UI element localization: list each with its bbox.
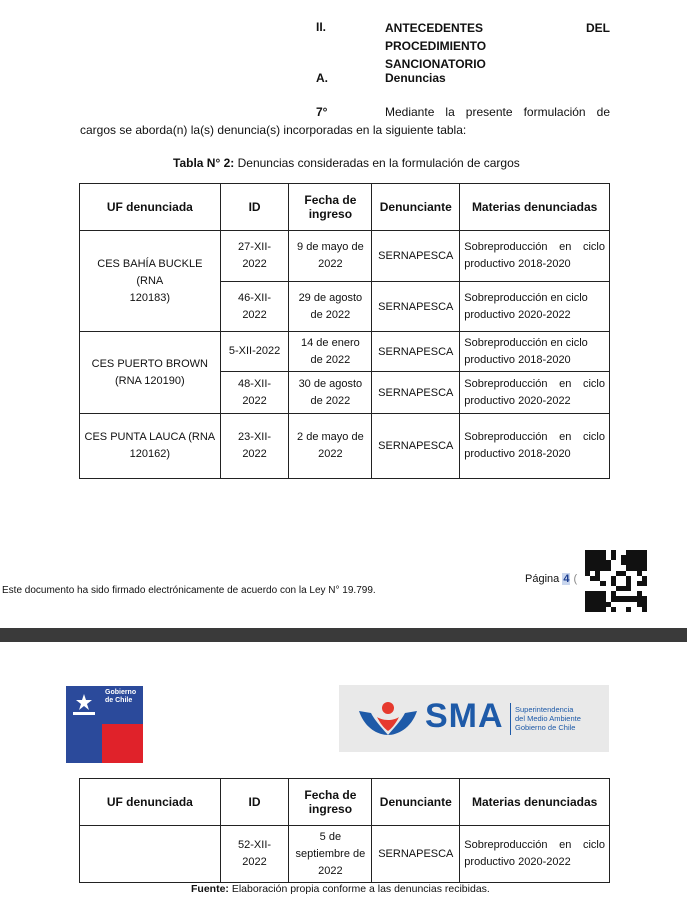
fecha-cell xyxy=(289,282,372,332)
denunciante-cell: SERNAPESCA xyxy=(372,372,460,414)
materia-line2: productivo 2018-2020 xyxy=(464,258,571,270)
denunciante-cell: SERNAPESCA xyxy=(372,282,460,332)
logo-red-block xyxy=(102,724,143,763)
materia-line1: Sobreproducción en ciclo xyxy=(464,839,605,851)
materia-cell xyxy=(460,826,610,883)
header-denunciante: Denunciante xyxy=(372,779,460,826)
gob-line2: de Chile xyxy=(105,697,133,704)
id-line1: 46-XII- xyxy=(238,291,272,304)
fecha-cell xyxy=(289,414,372,479)
page-label: Página xyxy=(525,573,560,585)
sma-figure-icon xyxy=(357,701,419,739)
qr-code-icon xyxy=(585,550,647,612)
table-caption-text: Denuncias consideradas en la formulación de cargos xyxy=(234,156,520,170)
denunciante-cell: SERNAPESCA xyxy=(372,826,460,883)
subsection-title: Denuncias xyxy=(385,71,446,85)
id-cell xyxy=(220,826,289,883)
id-line1: 52-XII- xyxy=(238,839,272,851)
table-row xyxy=(80,332,610,372)
fecha-line2: de 2022 xyxy=(310,353,351,366)
id-cell xyxy=(220,414,289,479)
gobierno-de-chile-logo xyxy=(66,686,143,763)
paragraph-line1: Mediante la presente formulación de xyxy=(385,105,610,119)
id-line2: 2022 xyxy=(242,394,267,407)
sma-subtitle xyxy=(515,705,581,732)
id-cell xyxy=(220,332,289,372)
materia-line1: Sobreproducción en ciclo xyxy=(464,241,605,253)
id-line2: 2022 xyxy=(242,448,267,460)
header-fecha-l1: Fecha de xyxy=(304,193,357,207)
materia-cell xyxy=(460,414,610,479)
document-page-2 xyxy=(0,642,687,897)
sma-line1: Superintendencia xyxy=(515,705,574,714)
fecha-line2: de 2022 xyxy=(310,394,351,407)
fecha-line2: 2022 xyxy=(318,448,343,460)
fecha-line2: 2022 xyxy=(318,258,343,270)
sma-divider xyxy=(510,703,511,735)
fecha-line2: de 2022 xyxy=(310,308,351,321)
fecha-line1: 29 de agosto xyxy=(298,291,363,304)
paragraph-number: 7° xyxy=(316,105,328,119)
fecha-line1: 5 de xyxy=(319,830,342,843)
header-fecha xyxy=(289,779,372,826)
uf-cell xyxy=(80,231,221,332)
id-line1: 5-XII-2022 xyxy=(228,345,281,357)
signature-note: Este documento ha sido firmado electrónicamente de acuerdo con la Ley N° 19.799. xyxy=(2,585,376,596)
id-line2: 2022 xyxy=(242,308,267,321)
section-title xyxy=(385,19,610,73)
table-caption-label: Tabla N° 2: xyxy=(173,156,235,170)
section-title-line1: ANTECEDENTES DEL PROCEDIMIENTO xyxy=(385,21,610,53)
header-denunciante: Denunciante xyxy=(372,184,460,231)
uf-cell xyxy=(80,332,221,414)
uf-line1: CES PUERTO BROWN xyxy=(91,357,208,370)
materia-line1: Sobreproducción en ciclo xyxy=(464,336,588,349)
uf-cell xyxy=(80,414,221,479)
fecha-cell xyxy=(289,231,372,282)
fecha-cell xyxy=(289,826,372,883)
denuncias-table-continued xyxy=(79,778,610,883)
denunciante-cell: SERNAPESCA xyxy=(372,414,460,479)
header-id: ID xyxy=(220,184,289,231)
id-line1: 48-XII- xyxy=(238,377,272,390)
header-materias: Materias denunciadas xyxy=(460,184,610,231)
header-uf: UF denunciada xyxy=(80,779,221,826)
table-row xyxy=(80,826,610,883)
materia-line2: productivo 2020-2022 xyxy=(464,308,571,321)
header-fecha xyxy=(289,184,372,231)
table-header-row xyxy=(80,184,610,231)
id-line1: 23-XII- xyxy=(238,431,272,443)
table-row xyxy=(80,414,610,479)
materia-line2: productivo 2020-2022 xyxy=(464,856,571,868)
uf-cell xyxy=(80,826,221,883)
sma-line3: Gobierno de Chile xyxy=(515,723,576,732)
page-indicator xyxy=(525,573,577,585)
id-cell xyxy=(220,231,289,282)
subsection-letter: A. xyxy=(316,71,328,85)
header-uf: UF denunciada xyxy=(80,184,221,231)
fecha-line2: septiembre de xyxy=(295,847,366,860)
fecha-line1: 14 de enero xyxy=(301,336,360,349)
fecha-line1: 2 de mayo de xyxy=(297,431,364,443)
paragraph-line2: cargos se aborda(n) la(s) denuncia(s) incorporadas en la siguiente tabla: xyxy=(80,123,467,137)
source-label: Fuente: xyxy=(191,883,229,895)
coat-of-arms-icon xyxy=(70,692,98,718)
uf-line2: 120183) xyxy=(129,291,171,304)
fecha-cell xyxy=(289,332,372,372)
id-line2: 2022 xyxy=(242,856,267,868)
fecha-cell xyxy=(289,372,372,414)
fecha-line1: 9 de mayo de xyxy=(297,241,364,253)
denunciante-cell: SERNAPESCA xyxy=(372,231,460,282)
id-cell xyxy=(220,372,289,414)
materia-cell xyxy=(460,231,610,282)
logo-text-block xyxy=(102,686,143,724)
id-line1: 27-XII- xyxy=(238,241,272,253)
denunciante-cell: SERNAPESCA xyxy=(372,332,460,372)
gob-line1: Gobierno xyxy=(105,689,137,696)
page-tail: ( xyxy=(573,573,578,585)
qr-module xyxy=(642,607,647,612)
materia-cell xyxy=(460,282,610,332)
denuncias-table xyxy=(79,183,610,479)
sma-line2: del Medio Ambiente xyxy=(515,714,581,723)
materia-line2: productivo 2018-2020 xyxy=(464,353,571,366)
header-fecha-l1: Fecha de xyxy=(304,788,357,802)
uf-line1: CES BAHÍA BUCKLE (RNA xyxy=(97,257,203,287)
uf-line1: CES PUNTA LAUCA (RNA xyxy=(84,431,216,443)
section-title-line2: SANCIONATORIO xyxy=(385,57,486,71)
fecha-line1: 30 de agosto xyxy=(298,377,363,390)
materia-line1: Sobreproducción en ciclo xyxy=(464,377,605,390)
sma-logo xyxy=(339,685,609,752)
uf-line2: 120162) xyxy=(129,448,171,460)
page-number: 4 xyxy=(563,573,570,585)
header-id: ID xyxy=(220,779,289,826)
logo-blue-bottom xyxy=(66,724,102,763)
section-numeral: II. xyxy=(316,20,327,34)
id-line2: 2022 xyxy=(242,258,267,270)
header-fecha-l2: ingreso xyxy=(308,802,353,816)
source-note xyxy=(191,883,490,895)
materia-line2: productivo 2020-2022 xyxy=(464,394,571,407)
fecha-line3: 2022 xyxy=(318,864,343,877)
materia-line1: Sobreproducción en ciclo xyxy=(464,291,588,304)
materia-cell xyxy=(460,332,610,372)
uf-line2: (RNA 120190) xyxy=(114,374,185,387)
materia-cell xyxy=(460,372,610,414)
table-header-row xyxy=(80,779,610,826)
id-cell xyxy=(220,282,289,332)
page-separator xyxy=(0,628,687,642)
sma-acronym: SMA xyxy=(425,697,504,735)
materia-line2: productivo 2018-2020 xyxy=(464,448,571,460)
source-text: Elaboración propia conforme a las denuncias recibidas. xyxy=(228,883,490,895)
table-caption xyxy=(173,154,520,172)
table-row xyxy=(80,231,610,282)
header-fecha-l2: ingreso xyxy=(308,207,353,221)
materia-line1: Sobreproducción en ciclo xyxy=(464,431,605,443)
header-materias: Materias denunciadas xyxy=(460,779,610,826)
